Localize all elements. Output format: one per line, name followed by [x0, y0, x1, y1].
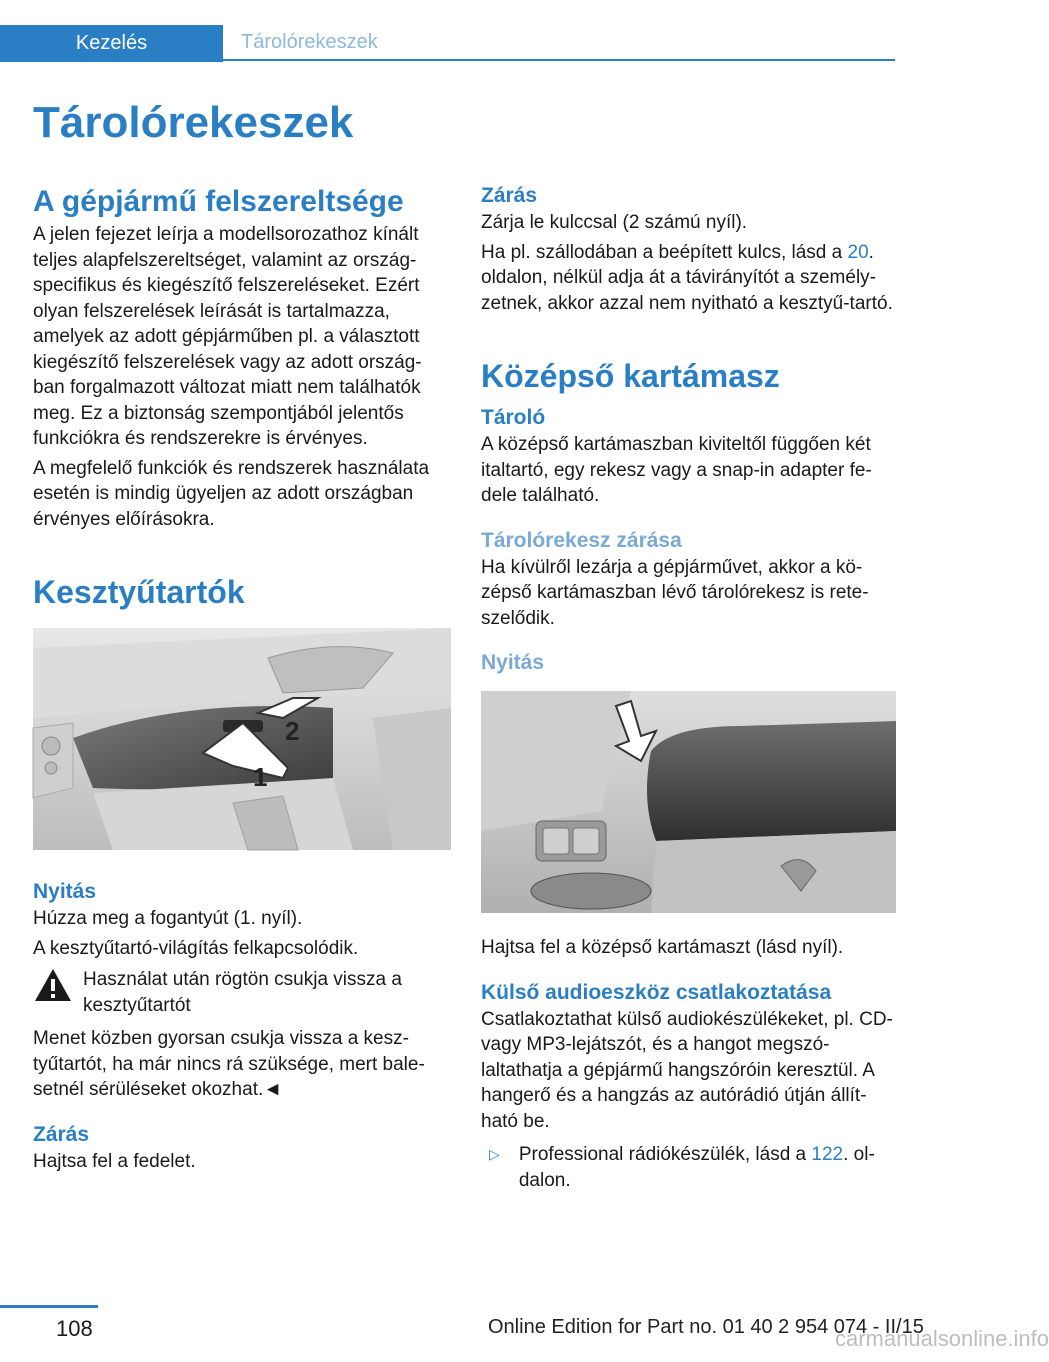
- armrest-illustration-svg: [481, 691, 896, 913]
- heading-storage: Tároló: [481, 406, 546, 429]
- left-column: [33, 182, 451, 1178]
- page-link-20[interactable]: 20: [847, 241, 869, 263]
- paragraph-audio: Csatlakoztathat külső audiokészülékeket, pl. CD- vagy MP3-lejátszót, és a hangot megszó-laltathatja a gépjármű hangszóróin keresztül. A hangerő és a hangzás az autórádió útján állít-ható be.: [481, 1008, 893, 1132]
- glovebox-arrow-label-2: 2: [285, 716, 300, 746]
- paragraph-lock-2-text: Ha pl. szállodában a beépített kulcs, lásd a: [481, 241, 848, 263]
- paragraph-lock-2: [481, 240, 899, 317]
- glovebox-illustration-svg: [33, 628, 451, 850]
- paragraph-fold-armrest: Hajtsa fel a középső kartámaszt (lásd nyíl).: [481, 937, 844, 958]
- heading-open-armrest: Nyitás: [481, 651, 545, 674]
- warning-text: Menet közben gyorsan csukja vissza a kesz-tyűtartót, ha már nincs rá szüksége, mert bale-setnél sérüléseket okozhat.◄: [33, 1028, 425, 1100]
- paragraph-storage: A középső kartámaszban kiviteltől függően két italtartó, egy rekesz vagy a snap-in adapter fe-dele található.: [481, 434, 872, 506]
- page-link-122[interactable]: 122: [811, 1144, 844, 1165]
- paragraph-storage-locking: Ha kívülről lezárja a gépjárművet, akkor a kö-zépső kartámaszban lévő tárolórekesz is rete-szelődik.: [481, 556, 869, 629]
- page-number: 108: [56, 1316, 93, 1341]
- warning-title: Használat után rögtön csukja vissza a kesztyűtartót: [83, 969, 402, 1016]
- bullet-triangle-icon: ▷: [489, 1146, 500, 1162]
- list-item-text: [519, 1142, 899, 1193]
- paragraph-open-1: Húzza meg a fogantyút (1. nyíl).: [33, 908, 303, 929]
- paragraph-equipment-1: A jelen fejezet leírja a modellsorozathoz kínált teljes alapfelszereltséget, valamint az ország-specifikus és kiegészítő felszereléseket. Ezért olyan felszerelések leírását is tartalmazza, amelyek az adott gépjárműben pl. a választott kiegészítő felszerelések vagy az adott ország-ban forgalmazott változat miatt nem találhatók meg. Ez a biztonság szempontjából jelentős funkciókra és rendszerekre is érvényes.: [33, 224, 422, 449]
- footer-rule: [0, 1305, 98, 1308]
- header-tab-tarolorekeszek[interactable]: Tárolórekeszek: [223, 25, 895, 61]
- glovebox-illustration: [33, 628, 451, 850]
- heading-storage-locking: Tárolórekesz zárása: [481, 528, 682, 552]
- heading-close-glovebox: Zárás: [33, 1122, 90, 1146]
- warning-triangle-icon: [33, 967, 73, 1003]
- list-item: [481, 1142, 899, 1193]
- paragraph-close: Hajtsa fel a fedelet.: [33, 1150, 196, 1172]
- edition-text: Online Edition for Part no. 01 40 2 954 074 - II/15: [488, 1316, 924, 1338]
- warning-box: [33, 967, 451, 1022]
- watermark: carmanualsonline.info: [835, 1326, 1049, 1351]
- glovebox-arrow-label-1: 1: [253, 762, 268, 792]
- page-title: Tárolórekeszek: [33, 98, 354, 147]
- right-column: [481, 182, 899, 1193]
- paragraph-equipment-2: A megfelelő funkciók és rendszerek használata esetén is mindig ügyeljen az adott országban érvényes előírásokra.: [33, 457, 430, 530]
- heading-armrest: Középső kartámasz: [481, 358, 780, 394]
- heading-audio: Külső audioeszköz csatlakoztatása: [481, 980, 832, 1004]
- paragraph-lock-2-text-end: . oldalon, nélkül adja át a távirányítót a személy-zetnek, akkor azzal nem nyitható a kesztyű-tartó.: [481, 241, 893, 314]
- heading-glovebox: Kesztyűtartók: [33, 574, 245, 610]
- heading-lock-glovebox: Zárás: [481, 184, 538, 207]
- list-item-text-start: Professional rádiókészülék, lásd a: [518, 1144, 812, 1165]
- paragraph-open-2: A kesztyűtartó-világítás felkapcsolódik.: [33, 937, 359, 959]
- list-item-text-end: . ol-dalon.: [518, 1144, 875, 1191]
- paragraph-lock-1: Zárja le kulccsal (2 számú nyíl).: [481, 212, 748, 233]
- heading-equipment: A gépjármű felszereltsége: [33, 185, 404, 218]
- header-tab-kezeles[interactable]: Kezelés: [0, 25, 223, 62]
- heading-open-glovebox: Nyitás: [33, 880, 97, 903]
- armrest-illustration: [481, 691, 896, 913]
